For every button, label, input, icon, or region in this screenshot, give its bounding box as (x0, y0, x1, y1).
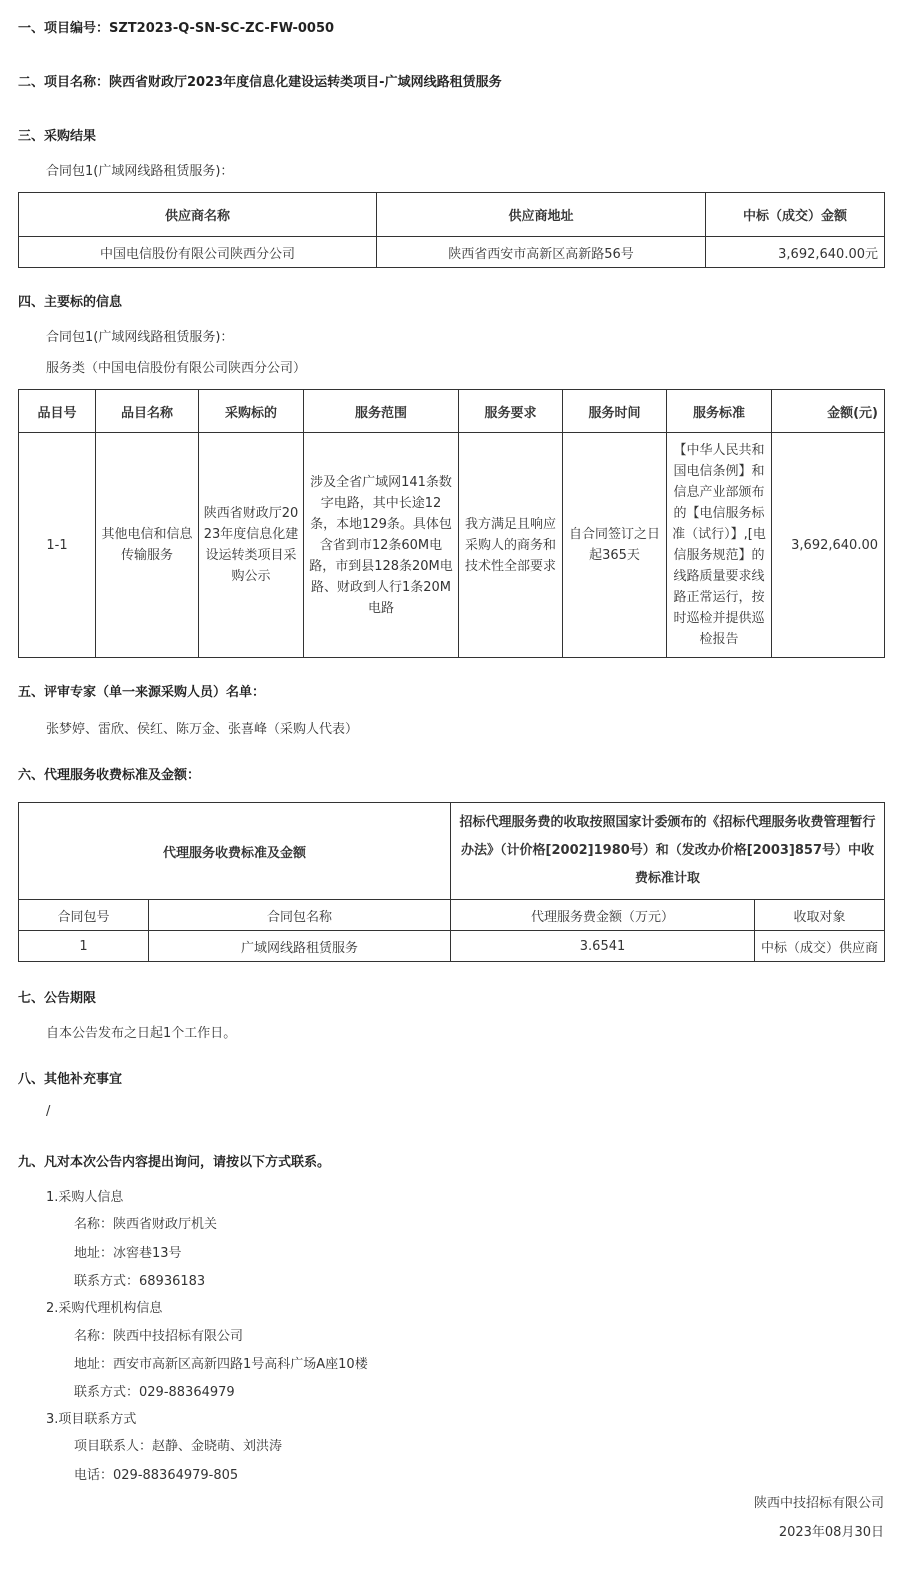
agency-fee-label: 代理服务收费标准及金额 (19, 803, 451, 900)
result-supplier: 中国电信股份有限公司陕西分公司 (19, 237, 377, 268)
experts-heading: 五、评审专家（单一来源采购人员）名单： (18, 685, 266, 700)
experts-names: 张梦婷、雷欣、侯红、陈万金、张喜峰（采购人代表） (46, 722, 359, 737)
fee-header-amount: 代理服务费金额（万元） (451, 900, 755, 931)
result-package-label: 合同包1(广域网线路租赁服务)： (46, 164, 234, 179)
fee-amount: 3.6541 (451, 931, 755, 962)
item-code: 1-1 (19, 433, 96, 658)
main-item-heading: 四、主要标的信息 (18, 295, 123, 310)
fee-package-no: 1 (19, 931, 149, 962)
fee-header-package-name: 合同包名称 (149, 900, 451, 931)
result-header-supplier: 供应商名称 (19, 193, 377, 237)
project-number: 一、项目编号：SZT2023-Q-SN-SC-ZC-FW-0050 (18, 21, 335, 36)
contact-heading: 九、凡对本次公告内容提出询问，请按以下方式联系。 (18, 1155, 331, 1170)
item-header-standard: 服务标准 (667, 390, 772, 433)
item-package-label: 合同包1(广域网线路租赁服务)： (46, 330, 234, 345)
table-row (19, 931, 885, 962)
result-header-address: 供应商地址 (377, 193, 706, 237)
item-header-scope: 服务范围 (304, 390, 459, 433)
agent-info-title: 2.采购代理机构信息 (46, 1301, 163, 1316)
item-target: 陕西省财政厅2023年度信息化建设运转类项目采购公示 (199, 433, 304, 658)
notice-period-text: 自本公告发布之日起1个工作日。 (46, 1026, 237, 1041)
fee-header-target: 收取对象 (755, 900, 885, 931)
agent-phone: 联系方式：029-88364979 (74, 1385, 235, 1400)
table-row (19, 237, 885, 268)
agent-name: 名称：陕西中技招标有限公司 (74, 1329, 244, 1344)
result-table (18, 192, 885, 268)
fee-header-package-no: 合同包号 (19, 900, 149, 931)
other-matters-heading: 八、其他补充事宜 (18, 1072, 123, 1087)
result-header-amount: 中标（成交）金额 (706, 193, 885, 237)
item-header-name: 品目名称 (96, 390, 199, 433)
item-name: 其他电信和信息传输服务 (96, 433, 199, 658)
agent-address: 地址：西安市高新区高新四路1号高科广场A座10楼 (74, 1357, 368, 1372)
item-table (18, 389, 885, 658)
fee-target: 中标（成交）供应商 (755, 931, 885, 962)
other-matters-text: / (46, 1104, 51, 1119)
agency-fee-table (18, 802, 885, 962)
item-header-code: 品目号 (19, 390, 96, 433)
procurement-result-heading: 三、采购结果 (18, 129, 97, 144)
item-header-time: 服务时间 (563, 390, 667, 433)
item-amount: 3,692,640.00 (772, 433, 885, 658)
item-scope: 涉及全省广域网141条数字电路，其中长途12条，本地129条。具体包含省到市12条60M电路，市到县128条20M电路、财政到人行1条20M电路 (304, 433, 459, 658)
table-row (19, 433, 885, 658)
buyer-name: 名称：陕西省财政厅机关 (74, 1217, 218, 1232)
notice-period-heading: 七、公告期限 (18, 991, 97, 1006)
result-amount: 3,692,640.00元 (706, 237, 885, 268)
item-requirement: 我方满足且响应采购人的商务和技术性全部要求 (459, 433, 563, 658)
agency-fee-standard: 招标代理服务费的收取按照国家计委颁布的《招标代理服务收费管理暂行办法》（计价格[2002]1980号）和（发改办价格[2003]857号）中收费标准计取 (451, 803, 885, 900)
buyer-phone: 联系方式：68936183 (74, 1274, 206, 1289)
signature-date: 2023年08月30日 (778, 1525, 884, 1540)
result-address: 陕西省西安市高新区高新路56号 (377, 237, 706, 268)
signature-org: 陕西中技招标有限公司 (753, 1496, 884, 1511)
project-contact-phone: 电话：029-88364979-805 (74, 1468, 239, 1483)
project-name: 二、项目名称：陕西省财政厅2023年度信息化建设运转类项目-广域网线路租赁服务 (18, 75, 502, 90)
item-header-amount: 金额(元) (772, 390, 885, 433)
project-contact-people: 项目联系人：赵静、金晓萌、刘洪涛 (74, 1439, 283, 1454)
item-standard: 【中华人民共和国电信条例】和信息产业部颁布的【电信服务标准（试行）】,[电信服务规范】的线路质量要求线路正常运行，按时巡检并提供巡检报告 (667, 433, 772, 658)
buyer-address: 地址：冰窖巷13号 (74, 1246, 182, 1261)
item-category-label: 服务类（中国电信股份有限公司陕西分公司） (46, 361, 307, 376)
item-header-target: 采购标的 (199, 390, 304, 433)
buyer-info-title: 1.采购人信息 (46, 1190, 124, 1205)
item-header-requirement: 服务要求 (459, 390, 563, 433)
project-contact-title: 3.项目联系方式 (46, 1412, 137, 1427)
fee-package-name: 广域网线路租赁服务 (149, 931, 451, 962)
agency-fee-heading: 六、代理服务收费标准及金额： (18, 768, 201, 783)
item-time: 自合同签订之日起365天 (563, 433, 667, 658)
